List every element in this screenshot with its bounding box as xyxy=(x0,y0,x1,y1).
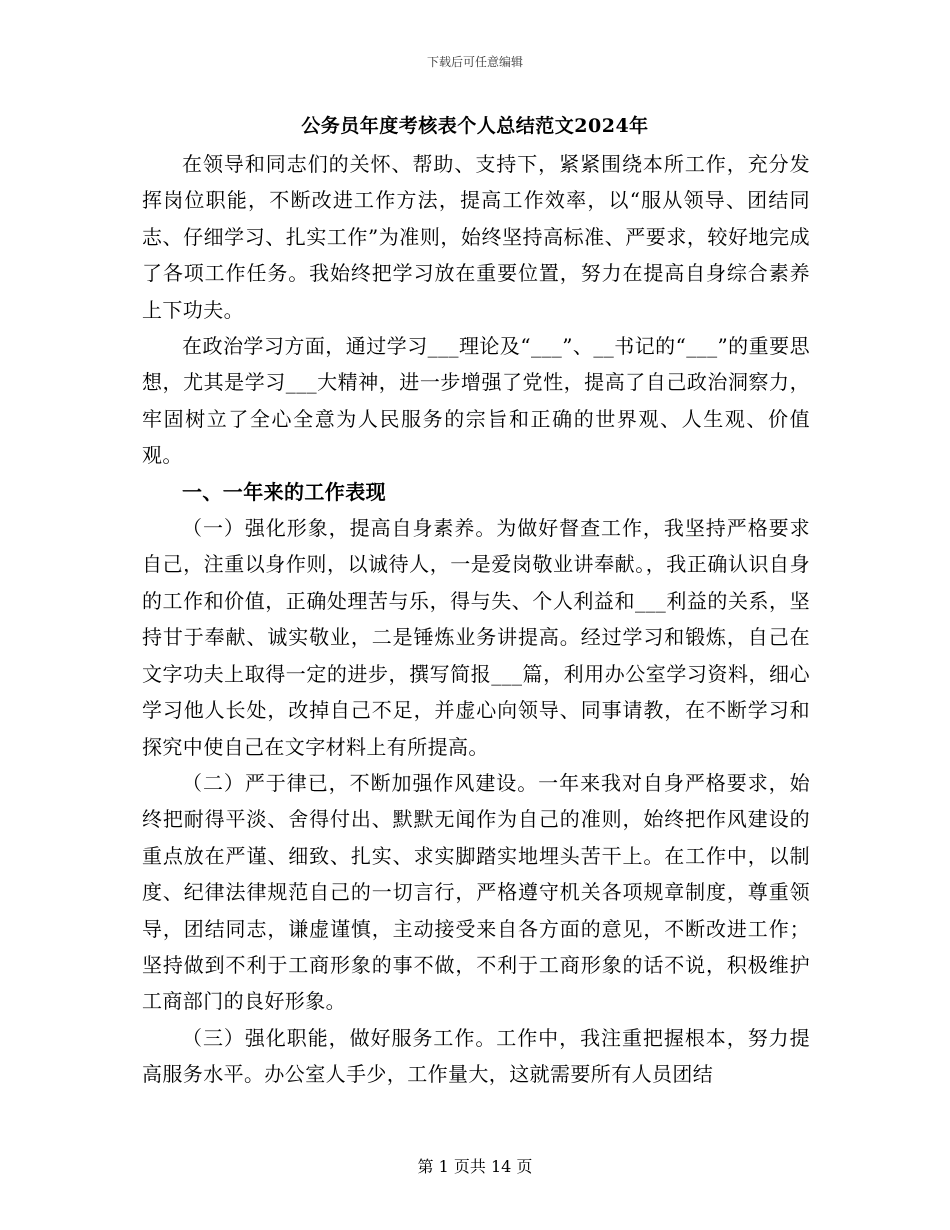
document-body xyxy=(142,146,810,1093)
document-title: 公务员年度考核表个人总结范文2024年 xyxy=(301,115,649,137)
section-heading: 一、一年来的工作表现 xyxy=(182,479,386,504)
header-note: 下载后可任意编辑 xyxy=(426,55,523,69)
section-paragraph: （三）强化职能，做好服务工作。工作中，我注重把握根本，努力提高服务水平。办公室人手少，工作量大，这就需要所有人员团结 xyxy=(142,1025,810,1087)
section-paragraph: （一）强化形象，提高自身素养。为做好督查工作，我坚持严格要求自己，注重以身作则，以诚待人，一是爱岗敬业讲奉献。，我正确认识自身的工作和价值，正确处理苦与乐，得与失、个人利益和___利益的关系，坚持甘于奉献、诚实敬业，二是锤炼业务讲提高。经过学习和锻炼，自己在文字功夫上取得一定的进步，撰写简报___篇，利用办公室学习资料，细心学习他人长处，改掉自己不足，并虚心向领导、同事请教，在不断学习和探究中使自己在文字材料上有所提高。 xyxy=(142,516,810,759)
section-paragraph: （二）严于律已，不断加强作风建设。一年来我对自身严格要求，始终把耐得平淡、舍得付出、默默无闻作为自己的准则，始终把作风建设的重点放在严谨、细致、扎实、求实脚踏实地埋头苦干上。在工作中，以制度、纪律法律规范自己的一切言行，严格遵守机关各项规章制度，尊重领导，团结同志，谦虚谨慎，主动接受来自各方面的意见，不断改进工作；坚持做到不利于工商形象的事不做，不利于工商形象的话不说，积极维护工商部门的良好形象。 xyxy=(142,770,810,1014)
body-paragraph: 在领导和同志们的关怀、帮助、支持下，紧紧围绕本所工作，充分发挥岗位职能，不断改进工作方法，提高工作效率，以“服从领导、团结同志、仔细学习、扎实工作”为准则，始终坚持高标准、严要求，较好地完成了各项工作任务。我始终把学习放在重要位置，努力在提高自身综合素养上下功夫。 xyxy=(142,152,810,322)
body-paragraph: 在政治学习方面，通过学习___理论及“___”、__书记的“___”的重要思想，尤其是学习___大精神，进一步增强了党性，提高了自己政治洞察力，牢固树立了全心全意为人民服务的宗旨和正确的世界观、人生观、价值观。 xyxy=(142,334,810,468)
page-number: 第 1 页共 14 页 xyxy=(417,1157,533,1176)
